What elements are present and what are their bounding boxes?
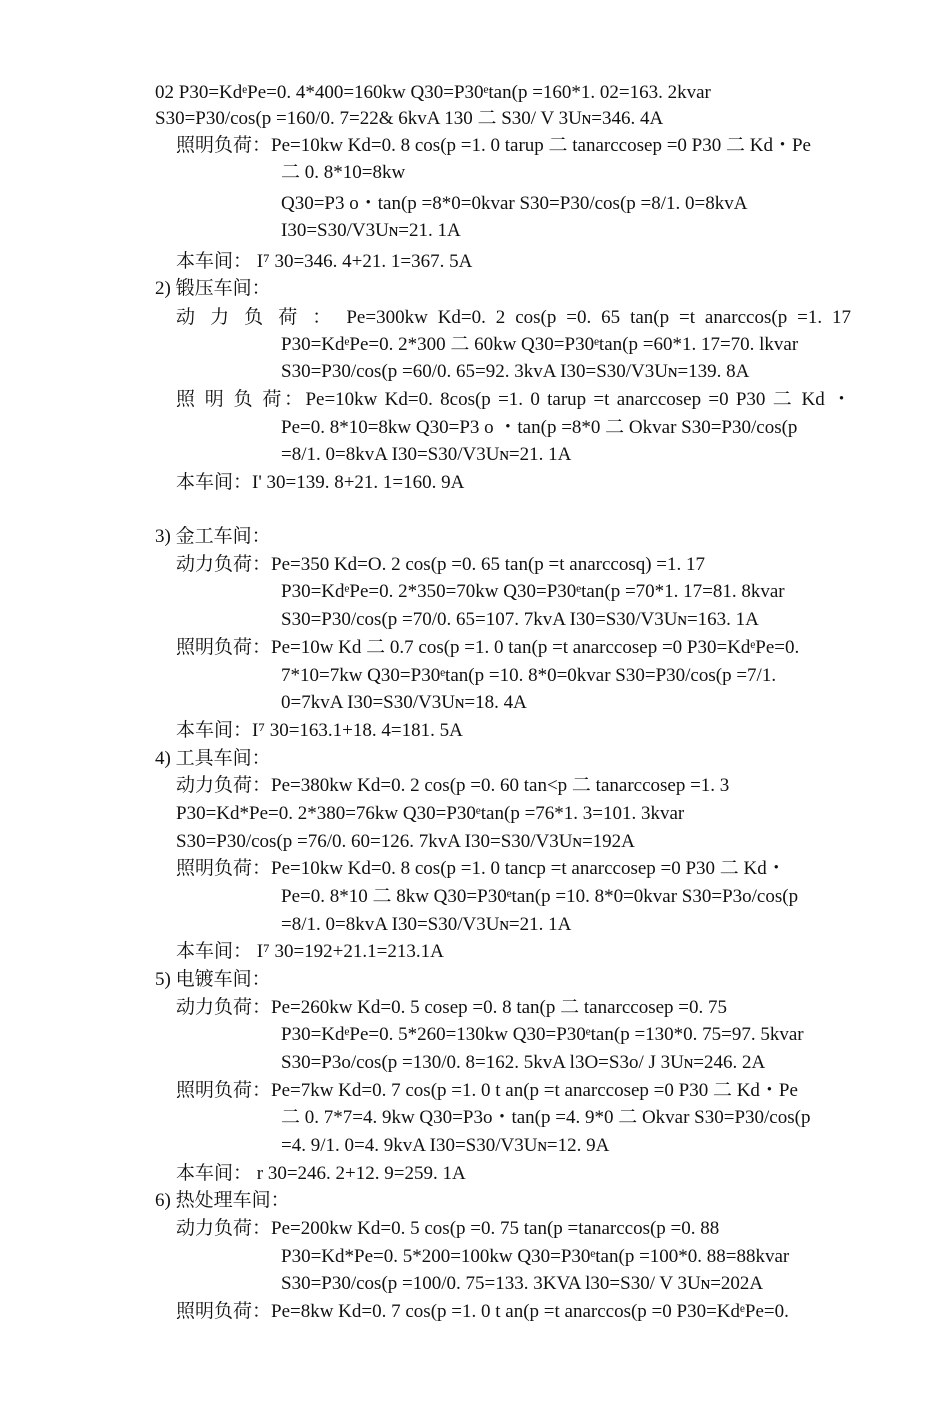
text-line: =8/1. 0=8kvA I30=S30/V3Uɴ=21. 1A: [281, 444, 572, 465]
text-line: P30=KdᵉPe=0. 5*260=130kw Q30=P30ᵉtan(p =130*0. 75=97. 5kvar: [281, 1024, 804, 1045]
text-line: P30=KdᵉPe=0. 2*350=70kw Q30=P30ᵉtan(p =70*1. 17=81. 8kvar: [281, 581, 785, 602]
text-line: 动 力 负 荷 ： Pe=300kw Kd=0. 2 cos(p =0. 65 tan(p =t anarccos(p =1. 17: [176, 307, 851, 328]
text-line: P30=Kd*Pe=0. 5*200=100kw Q30=P30ᵉtan(p =100*0. 88=88kvar: [281, 1246, 790, 1267]
text-line: 7*10=7kw Q30=P30ᵉtan(p =10. 8*0=0kvar S30=P30/cos(p =7/1.: [281, 665, 777, 686]
text-line: 照明负荷：Pe=10kw Kd=0. 8 cos(p =1. 0 tarup 二 tanarccosep =0 P30 二 Kd・Pe: [176, 135, 811, 156]
text-line: =4. 9/1. 0=4. 9kvA I30=S30/V3Uɴ=12. 9A: [281, 1135, 610, 1156]
text-line: 照明负荷：Pe=8kw Kd=0. 7 cos(p =1. 0 t an(p =t anarccos(p =0 P30=KdᵉPe=0.: [176, 1301, 789, 1322]
section-heading: 4) 工具车间：: [155, 748, 271, 769]
text-line: Q30=P3 o・tan(p =8*0=0kvar S30=P30/cos(p =8/1. 0=8kvA: [281, 193, 748, 214]
text-line: P30=Kd*Pe=0. 2*380=76kw Q30=P30ᵉtan(p =76*1. 3=101. 3kvar: [176, 803, 685, 824]
text-line: 本车间： I⁷ 30=346. 4+21. 1=367. 5A: [176, 251, 473, 272]
section-heading: 6) 热处理车间：: [155, 1190, 290, 1211]
text-line: 本车间： I⁷ 30=192+21.1=213.1A: [176, 941, 444, 962]
text-line: 照明负荷：Pe=10w Kd 二 0.7 cos(p =1. 0 tan(p =t anarccosep =0 P30=KdᵉPe=0.: [176, 637, 800, 658]
text-line: 二 0. 8*10=8kw: [281, 162, 406, 183]
text-line: S30=P30/cos(p =160/0. 7=22& 6kvA 130 二 S30/ V 3Uɴ=346. 4A: [155, 108, 664, 129]
text-line: S30=P3o/cos(p =130/0. 8=162. 5kvA l3O=S3o/ J 3Uɴ=246. 2A: [281, 1052, 766, 1073]
text-line: 动力负荷：Pe=260kw Kd=0. 5 cosep =0. 8 tan(p 二 tanarccosep =0. 75: [176, 997, 728, 1018]
text-line: 本车间：I⁷ 30=163.1+18. 4=181. 5A: [176, 720, 463, 741]
text-line: S30=P30/cos(p =70/0. 65=107. 7kvA I30=S30/V3Uɴ=163. 1A: [281, 609, 759, 630]
text-line: 动力负荷：Pe=350 Kd=O. 2 cos(p =0. 65 tan(p =t anarccosq) =1. 17: [176, 554, 706, 575]
text-line: 照明负荷：Pe=10kw Kd=0. 8 cos(p =1. 0 tancp =t anarccosep =0 P30 二 Kd・: [176, 858, 786, 879]
text-line: 动力负荷：Pe=380kw Kd=0. 2 cos(p =0. 60 tan<p 二 tanarccosep =1. 3: [176, 775, 730, 796]
text-line: Pe=0. 8*10=8kw Q30=P3 o ・tan(p =8*0 二 Okvar S30=P30/cos(p: [281, 417, 798, 438]
text-line: 照明负荷：Pe=7kw Kd=0. 7 cos(p =1. 0 t an(p =t anarccosep =0 P30 二 Kd・Pe: [176, 1080, 798, 1101]
text-line: 02 P30=KdᵉPe=0. 4*400=160kw Q30=P30ᵉtan(p =160*1. 02=163. 2kvar: [155, 82, 711, 103]
text-line: 本车间： r 30=246. 2+12. 9=259. 1A: [176, 1163, 466, 1184]
text-line: 本车间：I' 30=139. 8+21. 1=160. 9A: [176, 472, 465, 493]
text-line: Pe=0. 8*10 二 8kw Q30=P30ᵉtan(p =10. 8*0=0kvar S30=P3o/cos(p: [281, 886, 799, 907]
section-heading: 3) 金工车间：: [155, 526, 271, 547]
text-line: P30=KdᵉPe=0. 2*300 二 60kw Q30=P30ᵉtan(p =60*1. 17=70. lkvar: [281, 334, 799, 355]
section-heading: 2) 锻压车间：: [155, 278, 271, 299]
text-line: 二 0. 7*7=4. 9kw Q30=P3o・tan(p =4. 9*0 二 Okvar S30=P30/cos(p: [281, 1107, 811, 1128]
text-line: I30=S30/V3Uɴ=21. 1A: [281, 220, 461, 241]
section-heading: 5) 电镀车间：: [155, 969, 271, 990]
text-line: 照 明 负 荷：Pe=10kw Kd=0. 8cos(p =1. 0 tarup =t anarccosep =0 P30 二 Kd ・: [176, 389, 851, 410]
text-line: S30=P30/cos(p =100/0. 75=133. 3KVA l30=S30/ V 3Uɴ=202A: [281, 1273, 764, 1294]
text-line: =8/1. 0=8kvA I30=S30/V3Uɴ=21. 1A: [281, 914, 572, 935]
text-line: 0=7kvA I30=S30/V3Uɴ=18. 4A: [281, 692, 527, 713]
text-line: 动力负荷：Pe=200kw Kd=0. 5 cos(p =0. 75 tan(p =tanarccos(p =0. 88: [176, 1218, 720, 1239]
text-line: S30=P30/cos(p =60/0. 65=92. 3kvA I30=S30/V3Uɴ=139. 8A: [281, 361, 750, 382]
text-line: S30=P30/cos(p =76/0. 60=126. 7kvA I30=S30/V3Uɴ=192A: [176, 831, 635, 852]
